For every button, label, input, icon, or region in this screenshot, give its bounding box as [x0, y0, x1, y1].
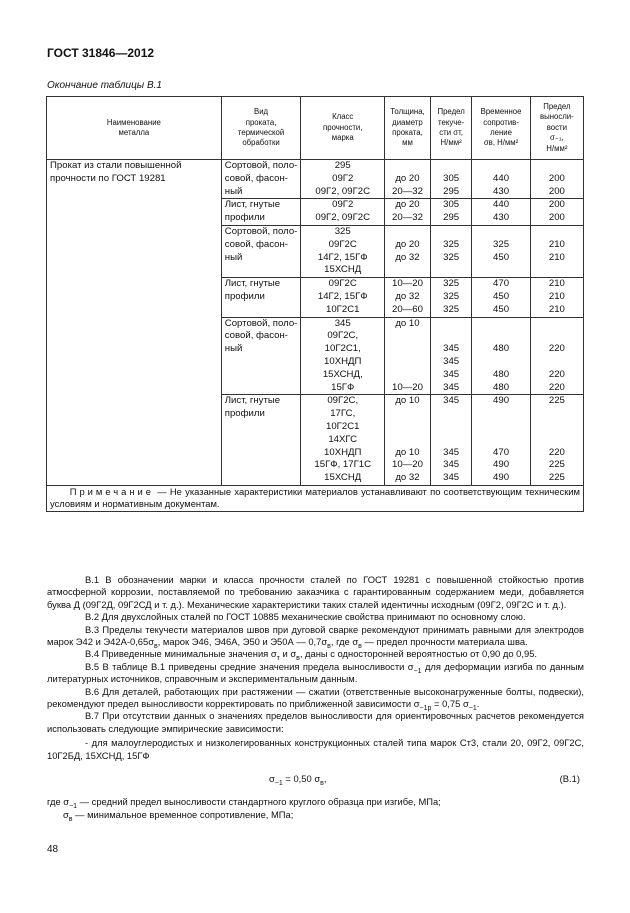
cell-line: [388, 356, 427, 369]
cell-line: [475, 160, 526, 173]
cell-line: до 32: [395, 251, 420, 263]
cell-line: ный: [224, 185, 243, 197]
cell-metal: [47, 160, 222, 486]
paragraph-b5: В.5 В таблице В.1 приведены средние значения предела выносливости $\sigma_{-1}$ для деформации изгиба по данным литературных источников, справочным и экспериментальным данным.: [47, 660, 584, 685]
cell-line: 10Г2С1,: [324, 343, 361, 355]
cell-line: 20—32: [392, 212, 423, 224]
cell-line: Лист, гнутые: [224, 199, 281, 211]
cell-line: 225: [548, 459, 565, 471]
column-header-line: σв, Н/мм²: [483, 138, 519, 148]
column-header-line: σ₋₁,: [550, 133, 564, 143]
cell-line: [534, 356, 580, 369]
cell-type: [221, 278, 301, 317]
cell-line: [534, 434, 580, 447]
cell-line: 09Г2: [332, 199, 354, 211]
cell-line: 220: [548, 368, 565, 380]
cell-line: ный: [224, 251, 243, 263]
column-header-line: Толщина,: [390, 107, 425, 117]
cell-line: 325: [334, 225, 351, 237]
cell-line: 325: [443, 290, 460, 302]
cell-line: 09Г2: [332, 172, 354, 184]
cell-thickness: [385, 278, 431, 317]
column-header-line: текуче-: [438, 117, 465, 127]
cell-line: 09Г2С,: [327, 330, 359, 342]
cell-line: 10Г2С1: [326, 303, 360, 315]
cell-line: 15ГФ: [331, 381, 355, 393]
cell-line: 305: [443, 172, 460, 184]
formula-number: (В.1): [559, 773, 580, 785]
document-header: ГОСТ 31846—2012: [47, 46, 155, 60]
cell-line: Лист, гнутые: [224, 278, 281, 290]
cell-line: [388, 421, 427, 434]
cell-grade: [301, 160, 385, 199]
formula: $\sigma_{-1} = 0,50$ $\sigma_в$,: [269, 773, 327, 787]
cell-grade: [301, 199, 385, 226]
where-line-1: где $\sigma_{-1}$ — средний предел выносливости стандартного круглого образца при изгибе, МПа;: [47, 796, 441, 810]
cell-type: [221, 160, 301, 199]
cell-line: совой, фасон-: [224, 172, 288, 184]
cell-line: [388, 330, 427, 343]
cell-line: 210: [548, 303, 565, 315]
column-header-line: Предел: [543, 101, 571, 111]
cell-line: 09Г2С: [328, 278, 357, 290]
cell-line: 345: [443, 395, 460, 407]
cell-type: [221, 199, 301, 226]
cell-line: 430: [493, 212, 510, 224]
paragraph-b4: В.4 Приведенные минимальные значения $\sigma_т$ и $\sigma_в$, даны с односторонней вероятностью от 0,90 до 0,95.: [85, 648, 538, 663]
cell-line: 345: [443, 459, 460, 471]
cell-line: [388, 160, 427, 173]
cell-grade: [301, 317, 385, 395]
cell-line: 220: [548, 343, 565, 355]
cell-line: 225: [548, 472, 565, 484]
cell-line: [534, 421, 580, 434]
cell-line: [475, 356, 526, 369]
cell-line: [475, 330, 526, 343]
cell-line: [434, 330, 469, 343]
column-header-line: Н/мм²: [546, 143, 568, 153]
cell-line: 450: [493, 251, 510, 263]
cell-line: [388, 408, 427, 421]
cell-line: 10—20: [392, 278, 423, 290]
cell-line: 325: [493, 238, 510, 250]
cell-line: 09Г2С: [328, 238, 357, 250]
cell-line: Сортовой, поло-: [224, 160, 298, 171]
paragraph-b6: В.6 Для деталей, работающих при растяжении — сжатии (ответственные высоконагруженные болты, подвески), рекомендуют предел выносливости корректировать по приближенной зависимости $\sigma_{-1р} = 0,75$ $\sigma_{-1}$.: [47, 685, 584, 712]
cell-line: 10—20: [392, 459, 423, 471]
cell-line: 15ХСНД: [324, 472, 362, 484]
cell-line: 470: [493, 278, 510, 290]
column-header-line: сти σт,: [439, 128, 463, 137]
cell-line: [388, 226, 427, 239]
cell-yield: [430, 395, 472, 486]
cell-line: 10Г2С1: [326, 420, 360, 432]
cell-line: 20—32: [392, 185, 423, 197]
cell-line: [388, 369, 427, 382]
note-label: Примечание: [69, 485, 154, 497]
paragraph-b2: В.2 Для двухслойных сталей по ГОСТ 10885 механические свойства принимают по основному слою.: [85, 611, 526, 623]
column-header-line: Временное: [480, 107, 522, 117]
cell-yield: [430, 160, 472, 199]
cell-line: 210: [548, 290, 565, 302]
cell-line: 325: [443, 251, 460, 263]
cell-yield: [430, 317, 472, 395]
table-note-row: [47, 485, 584, 511]
column-header-type: [221, 97, 301, 160]
cell-line: 305: [443, 199, 460, 211]
cell-endurance: [530, 160, 583, 199]
column-header-endurance: [530, 97, 583, 160]
cell-line: [434, 226, 469, 239]
cell-line: 470: [493, 446, 510, 458]
cell-line: [434, 160, 469, 173]
cell-line: 430: [493, 185, 510, 197]
cell-line: до 32: [395, 472, 420, 484]
cell-line: до 10: [395, 395, 420, 407]
cell-line: до 32: [395, 290, 420, 302]
cell-type: [221, 317, 301, 395]
cell-line: 14Г2, 15ГФ: [317, 290, 368, 302]
cell-line: 345: [443, 472, 460, 484]
column-header-line: марка: [331, 133, 354, 143]
cell-grade: [301, 225, 385, 277]
cell-line: 09Г2С,: [327, 395, 359, 407]
column-header-tensile: [472, 97, 530, 160]
cell-line: [434, 434, 469, 447]
cell-endurance: [530, 278, 583, 317]
cell-line: 345: [334, 317, 351, 329]
column-header-line: сопротив-: [483, 117, 519, 127]
cell-endurance: [530, 199, 583, 226]
cell-line: 295: [334, 160, 351, 171]
column-header-line: проката,: [245, 117, 277, 127]
cell-line: 325: [443, 303, 460, 315]
cell-line: 225: [548, 395, 565, 407]
cell-line: 450: [493, 290, 510, 302]
cell-grade: [301, 278, 385, 317]
column-header-line: мм: [402, 138, 413, 148]
column-header-line: металла: [118, 128, 150, 137]
cell-line: [475, 421, 526, 434]
cell-line: 200: [548, 199, 565, 211]
cell-line: 20—60: [392, 303, 423, 315]
cell-line: 480: [493, 381, 510, 393]
explanatory-notes: [47, 574, 584, 821]
cell-yield: [430, 199, 472, 226]
cell-line: 15ХСНД,: [322, 368, 363, 380]
cell-line: 295: [443, 212, 460, 224]
cell-line: 325: [443, 238, 460, 250]
note-text: — Не указанные характеристики материалов устанавливают по соответствующим техническим условиям и нормативным документам.: [50, 485, 580, 510]
cell-line: 220: [548, 381, 565, 393]
column-header-thickness: [385, 97, 431, 160]
column-header-line: Предел: [437, 107, 465, 117]
paragraph-b1: В.1 В обозначении марки и класса прочности сталей по ГОСТ 19281 с повышенной стойкостью против атмосферной коррозии, поставляемой по требованию заказчика с гарантированным содержанием меди, добавляется буква Д (09Г2Д, 09Г2СД и т. д.). Механические характеристики таких сталей идентичны исходным (09Г2, 09Г2С и т. д.).: [47, 574, 584, 610]
cell-line: 345: [443, 368, 460, 380]
column-header-line: обработки: [242, 138, 280, 148]
column-header-metal: [47, 97, 222, 160]
cell-line: прочности по ГОСТ 19281: [50, 172, 166, 184]
cell-line: совой, фасон-: [224, 238, 288, 250]
cell-line: 210: [548, 251, 565, 263]
table-note: [47, 485, 584, 511]
column-header-line: термической: [237, 128, 285, 137]
cell-line: 345: [443, 355, 460, 367]
cell-line: до 20: [395, 199, 420, 211]
cell-line: Лист, гнутые: [224, 395, 281, 407]
cell-line: 480: [493, 343, 510, 355]
paragraph-b7-item: - для малоуглеродистых и низколегированных конструкционных сталей типа марок Ст3, стали 20, 09Г2, 09Г2С, 10Г2БД, 15ХСНД, 15ГФ: [47, 737, 584, 761]
cell-line: [475, 318, 526, 331]
cell-line: профили: [224, 212, 265, 224]
cell-line: 295: [443, 185, 460, 197]
cell-tensile: [472, 395, 530, 486]
table-header-row: [47, 97, 584, 160]
paragraph-b3: В.3 Пределы текучести материалов швов при дуговой сварке рекомендуют принимать равными для электродов марок Э42 и $Э42А-0,65\sigma_в$, марок Э46, Э46А, Э50 и Э50А — $0,7\sigma_в$, где $\sigma_в$ — предел прочности материала шва.: [47, 623, 584, 650]
cell-yield: [430, 225, 472, 277]
page-number: 48: [47, 844, 59, 855]
cell-line: 10ХНДП: [324, 355, 362, 367]
cell-line: [434, 318, 469, 331]
cell-line: Сортовой, поло-: [224, 317, 298, 329]
cell-line: 210: [548, 278, 565, 290]
formula-block: [47, 762, 584, 796]
cell-grade: [301, 395, 385, 486]
column-header-line: диаметр: [392, 117, 423, 127]
cell-line: Прокат из стали повышенной: [50, 160, 182, 171]
cell-line: [388, 434, 427, 447]
table-body: [47, 160, 584, 512]
cell-line: [434, 421, 469, 434]
cell-tensile: [472, 225, 530, 277]
cell-endurance: [530, 395, 583, 486]
cell-line: [475, 226, 526, 239]
cell-type: [221, 225, 301, 277]
cell-line: 490: [493, 459, 510, 471]
cell-line: [534, 408, 580, 421]
cell-line: [434, 408, 469, 421]
column-header-line: Вид: [254, 107, 269, 117]
cell-line: 10—20: [392, 381, 423, 393]
column-header-line: Наименование: [106, 117, 161, 127]
cell-line: 200: [548, 172, 565, 184]
cell-thickness: [385, 317, 431, 395]
cell-line: Сортовой, поло-: [224, 225, 298, 237]
cell-tensile: [472, 317, 530, 395]
cell-line: 345: [443, 343, 460, 355]
cell-line: [475, 408, 526, 421]
cell-line: [534, 318, 580, 331]
table-row: [47, 160, 584, 199]
cell-line: 490: [493, 395, 510, 407]
column-header-line: вости: [546, 122, 567, 132]
cell-line: до 10: [395, 317, 420, 329]
column-header-line: Класс: [332, 112, 354, 122]
cell-line: 345: [443, 381, 460, 393]
cell-type: [221, 395, 301, 486]
column-header-line: прочности,: [323, 122, 363, 132]
cell-line: 15ГФ, 17Г1С: [314, 459, 372, 471]
cell-line: 17ГС,: [330, 408, 356, 420]
where-line-2: $\sigma_в$ — минимальное временное сопротивление, МПа;: [63, 808, 294, 823]
cell-line: совой, фасон-: [224, 330, 288, 342]
cell-line: до 20: [395, 172, 420, 184]
cell-line: 490: [493, 472, 510, 484]
cell-line: 220: [548, 446, 565, 458]
cell-tensile: [472, 160, 530, 199]
cell-line: 440: [493, 199, 510, 211]
cell-line: [388, 343, 427, 356]
cell-line: 345: [443, 446, 460, 458]
cell-thickness: [385, 395, 431, 486]
cell-line: 450: [493, 303, 510, 315]
cell-thickness: [385, 199, 431, 226]
cell-tensile: [472, 278, 530, 317]
cell-line: 10ХНДП: [324, 446, 362, 458]
column-header-line: ление: [490, 128, 512, 137]
column-header-grade: [301, 97, 385, 160]
cell-line: [534, 160, 580, 173]
column-header-yield: [430, 97, 472, 160]
cell-line: ный: [224, 343, 243, 355]
table-caption: Окончание таблицы В.1: [47, 80, 162, 91]
cell-thickness: [385, 160, 431, 199]
cell-line: 15ХСНД: [324, 264, 362, 276]
cell-line: 200: [548, 185, 565, 197]
cell-line: 480: [493, 368, 510, 380]
cell-line: [475, 434, 526, 447]
cell-line: 09Г2, 09Г2С: [315, 212, 371, 224]
cell-yield: [430, 278, 472, 317]
cell-endurance: [530, 225, 583, 277]
column-header-line: выносли-: [539, 112, 574, 122]
paragraph-b7: В.7 При отсутствии данных о значениях пределов выносливости для ориентировочных расчетов рекомендуется использовать следующие эмпирические зависимости:: [47, 710, 584, 734]
column-header-line: Н/мм²: [440, 138, 462, 148]
cell-line: 210: [548, 238, 565, 250]
column-header-line: проката,: [392, 128, 423, 137]
cell-endurance: [530, 317, 583, 395]
cell-line: 14ХГС: [328, 433, 358, 445]
cell-line: до 20: [395, 238, 420, 250]
cell-line: 14Г2, 15ГФ: [317, 251, 368, 263]
cell-tensile: [472, 199, 530, 226]
properties-table: [46, 96, 584, 512]
cell-line: 440: [493, 172, 510, 184]
cell-line: [534, 226, 580, 239]
cell-line: 200: [548, 212, 565, 224]
cell-line: профили: [224, 408, 265, 420]
cell-thickness: [385, 225, 431, 277]
cell-line: 325: [443, 278, 460, 290]
cell-line: до 10: [395, 446, 420, 458]
cell-line: профили: [224, 290, 265, 302]
cell-line: 09Г2, 09Г2С: [315, 185, 371, 197]
cell-line: [534, 330, 580, 343]
